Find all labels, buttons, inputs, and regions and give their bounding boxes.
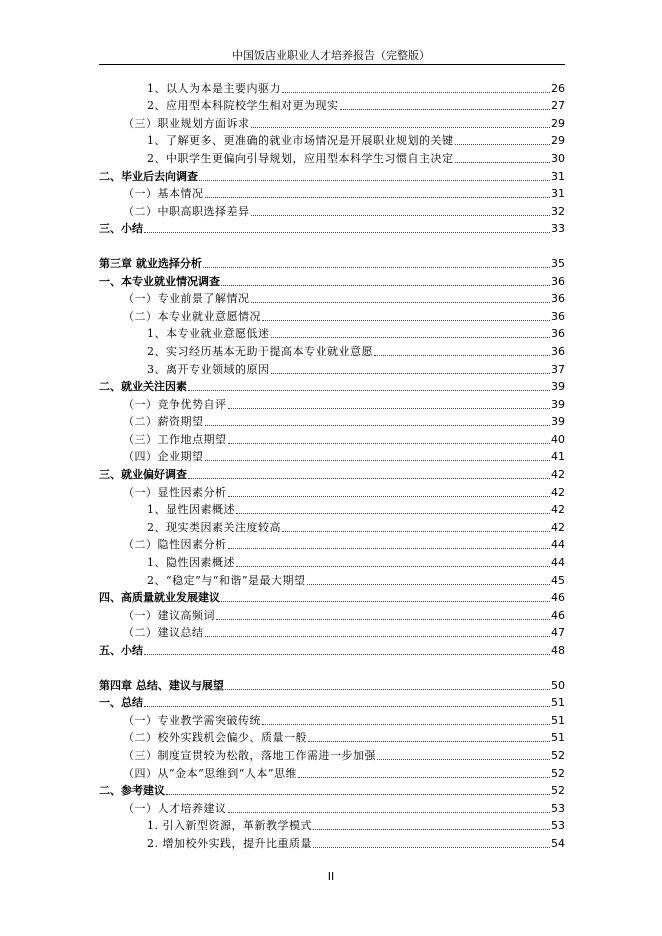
toc-entry-label: 2、实习经历基本无助于提高本专业就业意愿 — [147, 344, 373, 358]
toc-entry-label: 2、应用型本科院校学生相对更为现实 — [147, 99, 339, 113]
toc-entry-page: 41 — [551, 450, 565, 464]
toc-entry[interactable] — [99, 289, 565, 307]
page-header: 中国饭店业职业人才培养报告（完整版） — [232, 49, 430, 62]
toc-leader-dots — [225, 689, 550, 690]
toc-entry-label: 2、中职学生更偏向引导规划，应用型本科学生习惯自主决定 — [147, 151, 454, 165]
toc-leader-dots — [236, 566, 550, 567]
toc-entry-page: 36 — [551, 344, 565, 358]
toc-entry-page: 52 — [551, 748, 565, 762]
toc-leader-dots — [199, 180, 550, 181]
toc-entry-page: 44 — [551, 556, 565, 570]
toc-entry-label: （二）隐性因素分析 — [123, 538, 227, 552]
toc-entry-page: 39 — [551, 415, 565, 429]
toc-entry[interactable] — [99, 113, 565, 131]
toc-entry-page: 36 — [551, 274, 565, 288]
toc-entry-label: （一）人才培养建议 — [123, 801, 227, 815]
toc-entry[interactable] — [99, 131, 565, 149]
toc-leader-dots — [340, 109, 551, 110]
toc-leader-dots — [228, 496, 551, 497]
toc-entry[interactable] — [99, 306, 565, 324]
toc-entry[interactable] — [99, 763, 565, 781]
toc-leader-dots — [307, 584, 551, 585]
toc-entry-label: 2、现实类因素关注度较高 — [147, 520, 281, 534]
toc-entry[interactable] — [99, 464, 565, 482]
toc-entry-label: 1. 引入新型资源，革新教学模式 — [147, 819, 312, 833]
toc-leader-dots — [271, 337, 551, 338]
toc-leader-dots — [205, 460, 551, 461]
toc-entry[interactable] — [99, 500, 565, 518]
toc-entry-label: （四）企业期望 — [123, 450, 204, 464]
toc-entry-page: 52 — [551, 784, 565, 798]
toc-entry-page: 29 — [551, 116, 565, 130]
toc-entry-label: 一、本专业就业情况调查 — [99, 274, 220, 288]
toc-entry-page: 42 — [551, 468, 565, 482]
toc-entry[interactable] — [99, 78, 565, 96]
toc-entry-page: 36 — [551, 309, 565, 323]
toc-entry[interactable] — [99, 623, 565, 641]
toc-entry[interactable] — [99, 710, 565, 728]
toc-entry-page: 39 — [551, 397, 565, 411]
toc-entry-label: 二、毕业后去向调查 — [99, 169, 198, 183]
toc-entry-label: 三、小结 — [99, 222, 143, 236]
toc-entry[interactable] — [99, 588, 565, 606]
toc-entry-page: 42 — [551, 485, 565, 499]
toc-leader-dots — [221, 285, 550, 286]
toc-entry[interactable] — [99, 96, 565, 114]
toc-leader-dots — [313, 829, 550, 830]
toc-leader-dots — [216, 619, 550, 620]
toc-leader-dots — [262, 724, 550, 725]
toc-entry[interactable] — [99, 219, 565, 237]
toc-leader-dots — [251, 302, 551, 303]
toc-leader-dots — [251, 215, 551, 216]
toc-entry-page: 39 — [551, 380, 565, 394]
toc-gap — [99, 236, 565, 253]
toc-entry[interactable] — [99, 429, 565, 447]
toc-chapter-entry[interactable] — [99, 253, 565, 271]
toc-leader-dots — [228, 812, 551, 813]
toc-entry-page: 42 — [551, 520, 565, 534]
toc-entry-label: 1、以人为本是主要内驱力 — [147, 81, 281, 95]
toc-entry[interactable] — [99, 517, 565, 535]
table-of-contents — [99, 78, 565, 851]
toc-chapter-entry[interactable] — [99, 675, 565, 693]
toc-entry-page: 26 — [551, 81, 565, 95]
toc-entry[interactable] — [99, 535, 565, 553]
toc-entry-page: 48 — [551, 644, 565, 657]
toc-entry[interactable] — [99, 798, 565, 816]
toc-leader-dots — [455, 162, 551, 163]
toc-entry[interactable] — [99, 324, 565, 342]
toc-leader-dots — [205, 425, 551, 426]
toc-entry[interactable] — [99, 482, 565, 500]
toc-entry-page: 52 — [551, 766, 565, 780]
toc-entry[interactable] — [99, 552, 565, 570]
toc-entry-label: 2. 增加校外实践，提升比重质量 — [147, 836, 312, 850]
toc-entry-page: 51 — [551, 713, 565, 727]
toc-leader-dots — [188, 478, 550, 479]
toc-leader-dots — [166, 794, 550, 795]
toc-entry[interactable] — [99, 201, 565, 219]
toc-entry-page: 51 — [551, 696, 565, 710]
toc-leader-dots — [228, 443, 551, 444]
toc-entry-page: 42 — [551, 503, 565, 517]
toc-entry-label: （三）制度宣贯较为松散，落地工作需进一步加强 — [123, 748, 376, 762]
toc-entry-page: 54 — [551, 836, 565, 850]
toc-entry-page: 31 — [551, 169, 565, 183]
toc-entry[interactable] — [99, 166, 565, 184]
toc-entry-label: （二）建议总结 — [123, 626, 204, 640]
toc-entry[interactable] — [99, 693, 565, 711]
toc-entry-label: 二、参考建议 — [99, 784, 165, 798]
toc-entry[interactable] — [99, 359, 565, 377]
toc-entry-page: 37 — [551, 362, 565, 376]
toc-entry-page: 30 — [551, 151, 565, 165]
toc-entry-label: （一）专业教学需突破传统 — [123, 713, 261, 727]
toc-entry[interactable] — [99, 412, 565, 430]
toc-entry[interactable] — [99, 745, 565, 763]
toc-entry-label: 1、本专业就业意愿低迷 — [147, 327, 270, 341]
toc-entry-label: 1、隐性因素概述 — [147, 556, 235, 570]
toc-entry-page: 36 — [551, 327, 565, 341]
toc-entry-label: （一）基本情况 — [123, 187, 204, 201]
toc-entry-label: 三、就业偏好调查 — [99, 468, 187, 482]
toc-leader-dots — [144, 232, 550, 233]
page-number: II — [327, 870, 335, 883]
toc-entry-label: （三）工作地点期望 — [123, 432, 227, 446]
toc-leader-dots — [251, 127, 551, 128]
toc-entry-label: （二）本专业就业意愿情况 — [123, 309, 261, 323]
toc-leader-dots — [271, 373, 551, 374]
toc-leader-dots — [308, 741, 550, 742]
toc-entry-label: （二）薪资期望 — [123, 415, 204, 429]
toc-entry-page: 53 — [551, 819, 565, 833]
toc-entry[interactable] — [99, 447, 565, 465]
toc-entry-page: 50 — [551, 678, 565, 692]
toc-entry[interactable] — [99, 184, 565, 202]
header-rule — [99, 64, 565, 65]
toc-entry[interactable] — [99, 605, 565, 623]
toc-leader-dots — [282, 92, 550, 93]
toc-entry-page: 29 — [551, 134, 565, 148]
toc-entry-label: （一）竞争优势自评 — [123, 397, 227, 411]
toc-entry-page: 45 — [551, 573, 565, 587]
toc-leader-dots — [144, 706, 550, 707]
toc-leader-dots — [203, 267, 550, 268]
toc-leader-dots — [282, 531, 550, 532]
toc-leader-dots — [205, 197, 551, 198]
toc-entry-label: 3、离开专业领域的原因 — [147, 362, 270, 376]
toc-entry[interactable] — [99, 377, 565, 395]
toc-leader-dots — [236, 513, 550, 514]
toc-leader-dots — [221, 601, 550, 602]
toc-leader-dots — [144, 654, 550, 655]
toc-entry-label: 一、总结 — [99, 696, 143, 710]
toc-entry-page: 40 — [551, 432, 565, 446]
toc-leader-dots — [228, 548, 551, 549]
toc-leader-dots — [377, 759, 550, 760]
toc-entry[interactable] — [99, 640, 565, 658]
toc-leader-dots — [455, 144, 551, 145]
toc-entry-label: 1、了解更多、更准确的就业市场情况是开展职业规划的关键 — [147, 134, 454, 148]
toc-entry-page: 46 — [551, 591, 565, 605]
toc-entry[interactable] — [99, 728, 565, 746]
toc-entry-page: 32 — [551, 204, 565, 218]
toc-entry-label: （一）显性因素分析 — [123, 485, 227, 499]
toc-entry-label: （一）专业前景了解情况 — [123, 292, 250, 306]
toc-entry-label: （三）职业规划方面诉求 — [123, 116, 250, 130]
toc-entry-label: （一）建议高频词 — [123, 608, 215, 622]
toc-entry-page: 33 — [551, 222, 565, 236]
toc-entry-page: 53 — [551, 801, 565, 815]
toc-gap — [99, 658, 565, 675]
toc-leader-dots — [298, 777, 550, 778]
toc-entry-label: （二）校外实践机会偏少、质量一般 — [123, 731, 307, 745]
toc-leader-dots — [374, 355, 550, 356]
toc-entry[interactable] — [99, 394, 565, 412]
toc-entry-label: 1、显性因素概述 — [147, 503, 235, 517]
toc-entry[interactable] — [99, 570, 565, 588]
toc-entry-label: 二、就业关注因素 — [99, 380, 187, 394]
toc-entry-label: 四、高质量就业发展建议 — [99, 591, 220, 605]
toc-entry[interactable] — [99, 148, 565, 166]
toc-entry[interactable] — [99, 271, 565, 289]
toc-entry-label: 第三章 就业选择分析 — [99, 256, 202, 270]
toc-entry-page: 27 — [551, 99, 565, 113]
toc-leader-dots — [313, 847, 550, 848]
toc-entry[interactable] — [99, 781, 565, 799]
toc-entry-page: 46 — [551, 608, 565, 622]
toc-entry[interactable] — [99, 816, 565, 834]
toc-entry[interactable] — [99, 833, 565, 851]
toc-entry-page: 35 — [551, 256, 565, 270]
toc-entry-label: 第四章 总结、建议与展望 — [99, 678, 224, 692]
toc-entry-label: 五、小结 — [99, 644, 143, 657]
toc-leader-dots — [188, 390, 550, 391]
toc-entry-page: 47 — [551, 626, 565, 640]
toc-entry-label: （四）从“金本”思维到“人本”思维 — [123, 766, 297, 780]
toc-entry-page: 44 — [551, 538, 565, 552]
toc-leader-dots — [262, 320, 550, 321]
toc-entry[interactable] — [99, 341, 565, 359]
toc-entry-page: 31 — [551, 187, 565, 201]
toc-entry-label: （二）中职高职选择差异 — [123, 204, 250, 218]
toc-entry-label: 2、“稳定”与“和谐”是最大期望 — [147, 573, 306, 587]
toc-entry-page: 36 — [551, 292, 565, 306]
toc-leader-dots — [228, 408, 551, 409]
toc-entry-page: 51 — [551, 731, 565, 745]
toc-leader-dots — [205, 636, 551, 637]
